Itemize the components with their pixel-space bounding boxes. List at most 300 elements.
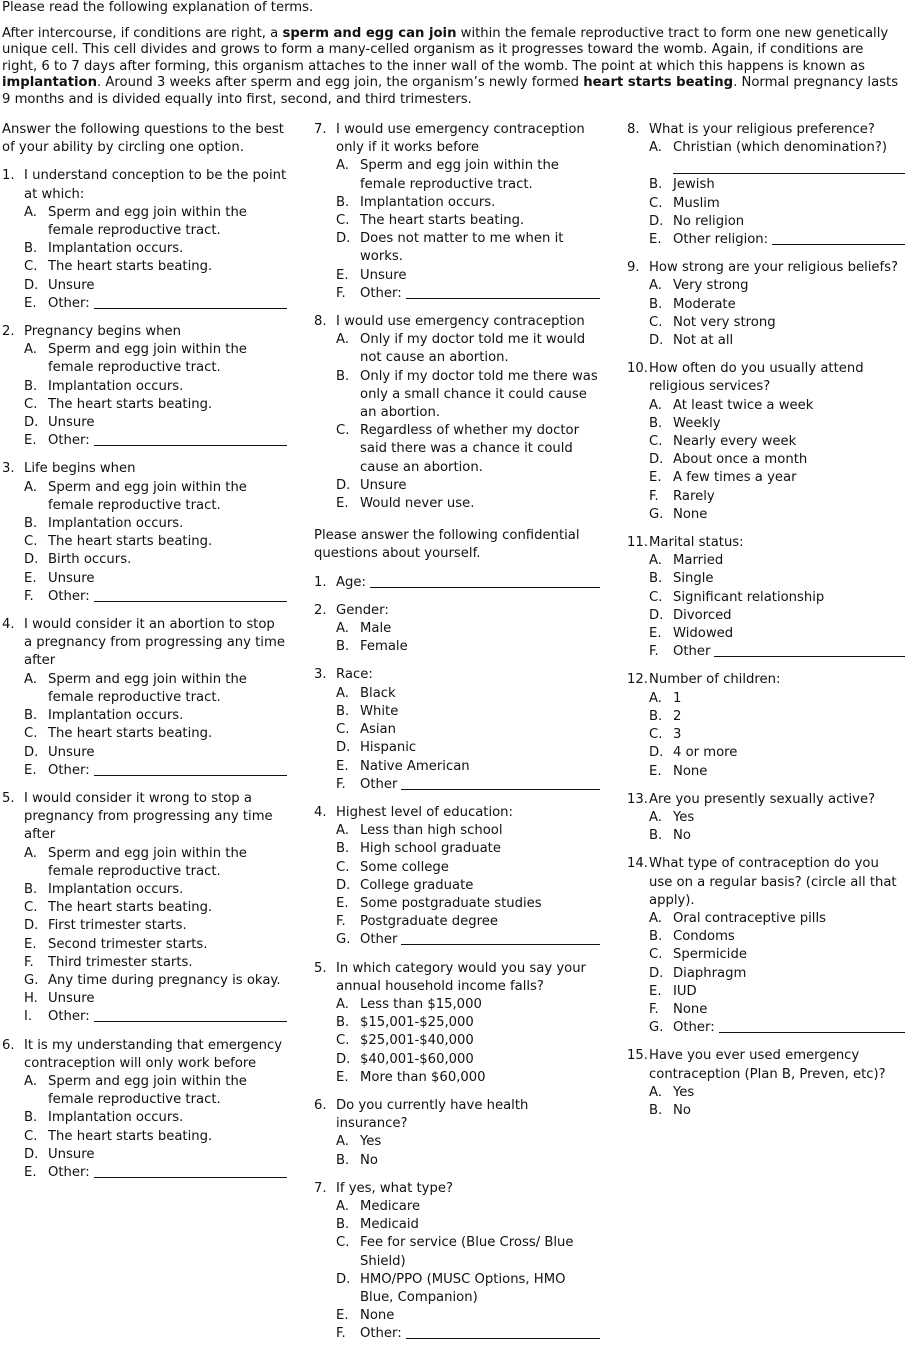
option-letter: E. [649,470,662,486]
answer-option[interactable] [336,721,600,739]
option-letter: D. [649,452,664,468]
answer-option[interactable] [649,570,905,588]
option-text: Implantation occurs. [48,708,184,724]
answer-option[interactable] [336,685,600,703]
question-stem [314,804,600,822]
answer-option[interactable] [336,758,600,776]
option-letter: B. [24,1110,38,1126]
question [314,602,600,657]
question-text: Are you presently sexually active? [649,791,876,807]
answer-blank[interactable] [94,762,287,776]
option-letter: A. [24,845,37,861]
option-text: $15,001-$25,000 [360,1015,474,1031]
option-letter: C. [336,722,350,738]
option-letter: A. [336,685,349,701]
question-text: How strong are your religious beliefs? [649,260,899,276]
option-text: Other: [48,588,90,604]
answer-blank[interactable] [714,643,905,657]
answer-option[interactable] [649,488,905,506]
option-text: First trimester starts. [48,918,187,934]
answer-option[interactable] [649,690,905,708]
option-text: No [360,1152,378,1168]
answer-blank[interactable] [94,1008,287,1022]
option-text: Male [360,621,392,637]
answer-option[interactable] [649,231,905,249]
answer-option[interactable] [649,506,905,524]
option-letter: B. [336,368,350,384]
answer-option[interactable] [336,822,600,840]
answer-option[interactable] [336,1014,600,1032]
intro-bold-term: sperm and egg can join [282,25,457,41]
option-letter: A. [336,158,349,174]
option-text: Medicaid [360,1217,419,1233]
option-letter: F. [336,914,346,930]
answer-option[interactable] [336,620,600,638]
answer-option[interactable] [24,990,287,1008]
answer-option[interactable] [649,983,905,1001]
option-text: Asian [360,722,396,738]
answer-option[interactable] [336,1032,600,1050]
question-text: Age: [336,574,366,590]
question-text: Have you ever used emergency contraception (Plan B, Preven, etc)? [649,1048,886,1082]
option-text: Unsure [48,1146,95,1162]
option-letter: D. [336,1051,351,1067]
answer-blank[interactable] [94,588,287,602]
question [627,855,905,1037]
question-text: Pregnancy begins when [24,324,181,340]
answer-option[interactable] [649,744,905,762]
option-text: Other: [360,285,402,301]
option-letter: E. [24,1164,37,1180]
answer-option[interactable] [336,1325,600,1343]
option-text: Divorced [673,607,732,623]
answer-blank[interactable] [673,157,905,174]
intro-section [2,0,900,117]
option-text: High school graduate [360,841,501,857]
answer-option[interactable] [24,707,287,725]
answer-option[interactable] [649,213,905,231]
option-letter: I. [24,1009,33,1025]
option-letter: C. [649,314,663,330]
question-text: Number of children: [649,672,781,688]
option-letter: E. [649,232,662,248]
option-letter: H. [24,991,38,1007]
answer-option[interactable] [24,1008,287,1026]
question-stem [2,1037,287,1073]
option-text: $40,001-$60,000 [360,1051,474,1067]
option-letter: D. [24,277,39,293]
question [314,121,600,303]
question-stem [627,360,905,396]
answer-option[interactable] [649,763,905,781]
answer-option[interactable] [649,1001,905,1019]
option-text: $25,001-$40,000 [360,1033,474,1049]
option-letter: C. [336,859,350,875]
option-letter: D. [649,607,664,623]
answer-option[interactable] [24,414,287,432]
answer-option[interactable] [24,972,287,990]
option-letter: F. [649,1001,659,1017]
question-list [314,121,600,513]
option-letter: A. [24,342,37,358]
answer-option[interactable] [24,533,287,551]
answer-option[interactable] [24,277,287,295]
option-text: About once a month [673,452,808,468]
option-text: Yes [360,1134,382,1150]
option-text: Female [360,639,408,655]
answer-option[interactable] [24,258,287,276]
option-text: Other: [48,433,90,449]
answer-option[interactable] [24,396,287,414]
answer-option[interactable] [336,996,600,1014]
option-text: Implantation occurs. [48,1110,184,1126]
answer-option[interactable] [24,917,287,935]
question [314,1097,600,1170]
option-letter: D. [24,918,39,934]
option-text: No [673,828,691,844]
option-text: Sperm and egg join within the female reproductive tract. [48,204,247,239]
answer-option[interactable] [336,422,600,477]
option-text: Christian (which denomination?) [673,140,888,156]
question-number: 2. [314,602,327,618]
answer-option[interactable] [649,1019,905,1037]
answer-option[interactable] [649,195,905,213]
option-letter: E. [336,496,349,512]
option-letter: A. [336,1198,349,1214]
answer-option[interactable] [336,1069,600,1087]
option-text: Regardless of whether my doctor said there was a chance it could cause an abortion. [360,423,580,475]
option-text: Does not matter to me when it works. [360,231,564,265]
answer-option[interactable] [336,840,600,858]
answer-option[interactable] [24,899,287,917]
option-text: Implantation occurs. [48,516,184,532]
option-text: Postgraduate degree [360,914,498,930]
answer-option[interactable] [336,157,600,193]
option-letter: E. [336,1308,349,1324]
answer-option[interactable] [336,931,600,949]
option-text: Birth occurs. [48,552,132,568]
answer-blank[interactable] [94,295,287,309]
question-number: 6. [314,1097,327,1113]
answer-option[interactable] [649,176,905,194]
answer-blank[interactable] [772,231,905,245]
option-text: Not very strong [673,314,776,330]
option-letter: E. [336,895,349,911]
option-text: The heart starts beating. [48,396,213,412]
answer-option[interactable] [336,1133,600,1151]
option-letter: C. [24,900,38,916]
answer-option[interactable] [24,479,287,515]
option-text: No [673,1102,691,1118]
question-number: 4. [314,804,327,820]
question-stem [627,855,905,910]
option-letter: E. [336,267,349,283]
option-text: Diaphragm [673,965,747,981]
question-number: 7. [314,1180,327,1196]
question-number: 9. [627,260,640,276]
answer-option[interactable] [24,515,287,533]
answer-blank[interactable] [401,776,600,790]
answer-option[interactable] [24,954,287,972]
answer-option[interactable] [336,895,600,913]
answer-option[interactable] [336,776,600,794]
question [627,121,905,249]
answer-option[interactable] [649,469,905,487]
answer-option[interactable] [336,368,600,423]
option-text: Jewish [673,177,715,193]
answer-option[interactable] [336,477,600,495]
option-letter: E. [24,295,37,311]
option-text: The heart starts beating. [48,534,213,550]
option-letter: D. [24,552,39,568]
option-text: The heart starts beating. [48,1128,213,1144]
answer-option[interactable] [24,378,287,396]
option-text: Muslim [673,195,720,211]
answer-option[interactable] [24,1164,287,1182]
answer-option[interactable] [24,881,287,899]
answer-option[interactable] [649,139,905,157]
option-letter: B. [336,1152,350,1168]
option-text: Not at all [673,333,734,349]
answer-option[interactable] [649,708,905,726]
answer-option[interactable] [649,415,905,433]
question-text: I would use emergency contraception [336,314,585,330]
question-number: 4. [2,617,15,633]
question-number: 12. [627,672,648,688]
question-text: Life begins when [24,461,136,477]
option-letter: E. [649,626,662,642]
option-letter: B. [24,378,38,394]
answer-option[interactable] [649,827,905,845]
question-number: 2. [2,324,15,340]
answer-option[interactable] [24,551,287,569]
answer-option[interactable] [24,1128,287,1146]
answer-blank[interactable] [94,1164,287,1178]
answer-option[interactable] [649,910,905,928]
question-number: 7. [314,122,327,137]
answer-option[interactable] [649,946,905,964]
option-text: Yes [673,1084,695,1100]
question-text: Highest level of education: [336,804,513,820]
question-list [2,167,287,1182]
answer-option[interactable] [649,397,905,415]
intro-text: . Normal pregnancy lasts 9 months and is divided equally into first, second, and third trimesters. [2,75,899,107]
option-letter: B. [649,415,663,431]
question-stem [627,534,905,552]
option-text: Unsure [48,991,95,1007]
answer-option[interactable] [336,267,600,285]
option-text: More than $60,000 [360,1069,486,1085]
option-text: Less than $15,000 [360,996,482,1012]
answer-option[interactable] [336,877,600,895]
option-letter: C. [24,534,38,550]
answer-option[interactable] [336,638,600,656]
question-text: What type of contraception do you use on a regular basis? (circle all that apply). [649,856,897,908]
option-letter: B. [336,841,350,857]
option-letter: G. [649,1020,664,1036]
option-letter: E. [649,763,662,779]
question-text: What is your religious preference? [649,122,875,137]
answer-option[interactable] [336,285,600,303]
intro-line: Please read the following explanation of terms. [2,0,314,15]
option-text: The heart starts beating. [48,259,213,275]
option-text: Other: [48,762,90,778]
answer-option[interactable] [649,589,905,607]
option-letter: A. [24,671,37,687]
option-letter: B. [649,708,663,724]
answer-option[interactable] [649,552,905,570]
question-stem [314,121,600,157]
answer-blank[interactable] [94,432,287,446]
answer-option[interactable] [24,240,287,258]
option-text: Nearly every week [673,434,797,450]
option-letter: D. [649,745,664,761]
question [2,790,287,1027]
answer-option[interactable] [336,194,600,212]
answer-option[interactable] [336,1152,600,1170]
option-text: Yes [673,809,695,825]
answer-option[interactable] [649,643,905,661]
answer-option[interactable] [24,204,287,240]
option-letter: B. [336,639,350,655]
answer-blank[interactable] [401,931,600,945]
answer-option[interactable] [24,1109,287,1127]
question-number: 1. [314,574,327,590]
answer-option[interactable] [336,495,600,513]
option-letter: A. [649,1084,662,1100]
answer-option[interactable] [336,1271,600,1307]
option-text: Rarely [673,488,715,504]
option-text: No religion [673,213,745,229]
option-letter: D. [336,877,351,893]
option-letter: C. [24,1128,38,1144]
answer-option[interactable] [336,1051,600,1069]
answer-option[interactable] [24,295,287,313]
answer-option[interactable] [649,607,905,625]
question-number: 14. [627,856,648,872]
option-letter: F. [649,644,659,660]
answer-option[interactable] [336,212,600,230]
option-letter: A. [24,204,37,220]
answer-option[interactable] [649,296,905,314]
answer-option[interactable] [336,331,600,367]
answer-option[interactable] [24,725,287,743]
answer-option[interactable] [24,762,287,780]
option-letter: B. [649,828,663,844]
answer-option[interactable] [24,432,287,450]
option-text: Unsure [48,277,95,293]
option-letter: C. [649,727,663,743]
option-letter: C. [649,589,663,605]
option-text: Unsure [48,415,95,431]
answer-option[interactable] [336,703,600,721]
option-text: None [673,1001,708,1017]
question-text: I understand conception to be the point at which: [24,168,287,202]
option-text: Oral contraceptive pills [673,910,827,926]
option-letter: D. [24,1146,39,1162]
option-letter: G. [649,506,664,522]
answer-option[interactable] [336,859,600,877]
answer-option[interactable] [24,845,287,881]
answer-option[interactable] [24,570,287,588]
option-text: Other: [48,295,90,311]
question-number: 3. [314,667,327,683]
answer-option[interactable] [649,433,905,451]
answer-option[interactable] [649,451,905,469]
option-text: Sperm and egg join within the female reproductive tract. [48,479,247,513]
answer-option[interactable] [24,936,287,954]
option-letter: F. [24,954,34,970]
answer-option[interactable] [24,1146,287,1164]
answer-option[interactable] [649,809,905,827]
answer-option[interactable] [336,1198,600,1216]
answer-option[interactable] [336,1216,600,1234]
option-text: 4 or more [673,745,738,761]
question [2,460,287,606]
answer-blank[interactable] [370,574,600,588]
question-stem [314,313,600,331]
option-text: Hispanic [360,740,417,756]
option-letter: B. [649,929,663,945]
question [2,167,287,313]
answer-option[interactable] [336,739,600,757]
answer-option[interactable] [336,1307,600,1325]
option-text: The heart starts beating. [48,726,213,742]
answer-blank[interactable] [719,1019,905,1033]
option-text: Very strong [673,278,749,294]
answer-blank[interactable] [406,1325,600,1339]
option-text: Single [673,571,714,587]
option-text: HMO/PPO (MUSC Options, HMO Blue, Companion) [360,1271,566,1305]
option-letter: D. [336,477,351,493]
question [2,323,287,450]
answer-option[interactable] [649,1102,905,1120]
question-stem [314,960,600,996]
answer-option[interactable] [649,965,905,983]
answer-option[interactable] [649,625,905,643]
answer-option[interactable] [24,671,287,707]
question-number: 6. [2,1037,15,1053]
answer-option[interactable] [24,588,287,606]
option-text: Unsure [360,267,407,283]
option-text: Other: [48,1009,90,1025]
answer-option[interactable] [336,913,600,931]
answer-option[interactable] [24,744,287,762]
left-column [2,121,287,1192]
answer-option[interactable] [336,230,600,266]
option-letter: B. [24,881,38,897]
question [314,960,600,1087]
option-text: Less than high school [360,823,503,839]
answer-option[interactable] [24,341,287,377]
answer-option[interactable] [24,1073,287,1109]
answer-option[interactable] [649,277,905,295]
answer-option[interactable] [336,1234,600,1270]
answer-option[interactable] [649,726,905,744]
answer-option[interactable] [649,332,905,350]
option-letter: C. [336,1235,350,1251]
option-text: Other religion: [673,232,769,248]
option-letter: G. [24,972,39,988]
option-text: Weekly [673,415,721,431]
answer-option[interactable] [649,928,905,946]
answer-blank[interactable] [406,285,600,299]
question-number: 11. [627,535,648,551]
answer-option[interactable] [649,314,905,332]
answer-option[interactable] [649,1084,905,1102]
question-stem [2,460,287,478]
option-text: A few times a year [673,470,797,486]
